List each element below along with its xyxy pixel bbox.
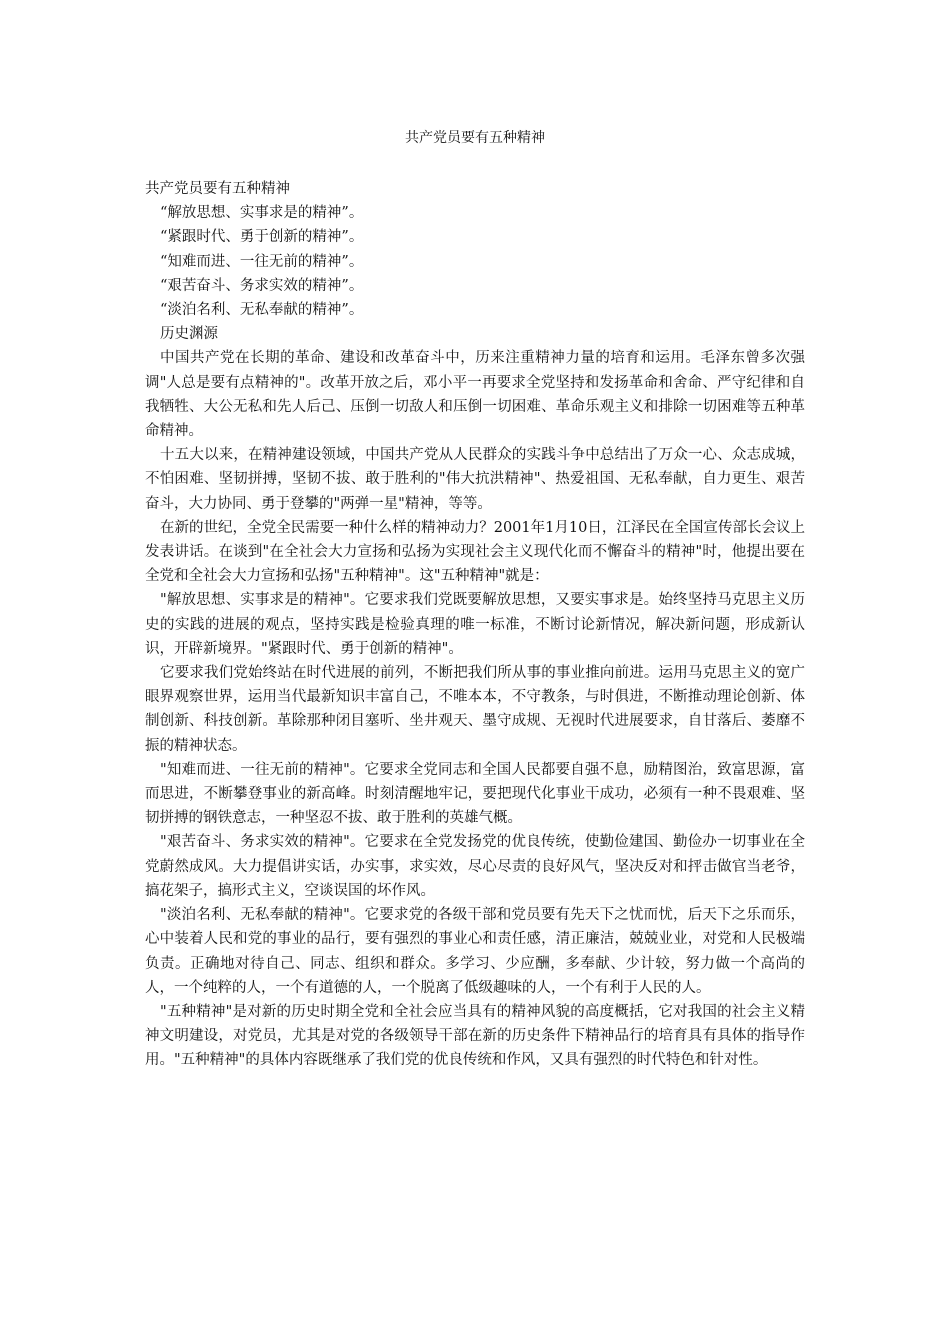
body-paragraph: 它要求我们党始终站在时代进展的前列，不断把我们所从事的事业推向前进。运用马克思主义的宽广眼界观察世界，运用当代最新知识丰富自己，不唯本本，不守教条，与时俱进，不断推动理论创新、体制创新、科技创新。革除那种闭目塞听、坐井观天、墨守成规、无视时代进展要求，自甘落后、萎靡不振的精神状态。 — [145, 665, 805, 754]
body-paragraph: "淡泊名利、无私奉献的精神"。它要求党的各级干部和党员要有先天下之忧而忧，后天下之乐而乐，心中装着人民和党的事业的品行，要有强烈的事业心和责任感，清正廉洁，兢兢业业，对党和人民极端负责。正确地对待自己、同志、组织和群众。多学习、少应酬，多奉献、少计较，努力做一个高尚的人，一个纯粹的人，一个有道德的人，一个脱离了低级趣味的人，一个有利于人民的人。 — [145, 907, 805, 996]
body-paragraph: 中国共产党在长期的革命、建设和改革奋斗中，历来注重精神力量的培育和运用。毛泽东曾多次强调"人总是要有点精神的"。改革开放之后，邓小平一再要求全党坚持和发扬革命和舍命、严守纪律和自我牺牲、大公无私和先人后己、压倒一切敌人和压倒一切困难、革命乐观主义和排除一切困难等五种革命精神。 — [145, 350, 805, 440]
body-paragraph: "解放思想、实事求是的精神"。它要求我们党既要解放思想，又要实事求是。始终坚持马克思主义历史的实践的进展的观点，坚持实践是检验真理的唯一标准，不断讨论新情况，解决新问题，形成新认识，开辟新境界。"紧跟时代、勇于创新的精神"。 — [145, 592, 805, 657]
spirit-item: “紧跟时代、勇于创新的精神”。 — [160, 229, 364, 246]
spirit-item: “淡泊名利、无私奉献的精神”。 — [160, 302, 364, 319]
spirit-item: “知难而进、一往无前的精神”。 — [160, 253, 364, 270]
section-title: 历史渊源 — [160, 326, 218, 343]
spirit-item: “艰苦奋斗、务求实效的精神”。 — [160, 277, 364, 294]
body-paragraph: "艰苦奋斗、务求实效的精神"。它要求在全党发扬党的优良传统，使勤俭建国、勤俭办一切事业在全党蔚然成风。大力提倡讲实话，办实事，求实效，尽心尽责的良好风气，坚决反对和抨击做官当老爷，搞花架子，搞形式主义，空谈误国的坏作风。 — [145, 834, 805, 899]
body-paragraph: 十五大以来，在精神建设领域，中国共产党从人民群众的实践斗争中总结出了万众一心、众志成城，不怕困难、坚韧拼搏，坚韧不拔、敢于胜利的"伟大抗洪精神"、热爱祖国、无私奉献，自力更生、艰苦奋斗，大力协同、勇于登攀的"两弹一星"精神，等等。 — [145, 447, 805, 512]
document-heading: 共产党员要有五种精神 — [145, 181, 290, 197]
document-body — [145, 177, 805, 1073]
body-paragraph: "知难而进、一往无前的精神"。它要求全党同志和全国人民都要自强不息，励精图治，致富思源，富而思进，不断攀登事业的新高峰。时刻清醒地牢记，要把现代化事业干成功，必须有一种不畏艰难、坚韧拼搏的钢铁意志，一种坚忍不拔、敢于胜利的英雄气概。 — [145, 761, 805, 827]
spirit-item: “解放思想、实事求是的精神”。 — [160, 205, 364, 222]
body-paragraph: "五种精神"是对新的历史时期全党和全社会应当具有的精神风貌的高度概括，它对我国的社会主义精神文明建设，对党员，尤其是对党的各级领导干部在新的历史条件下精神品行的培育具有具体的指导作用。"五种精神"的具体内容既继承了我们党的优良传统和作风，又具有强烈的时代特色和针对性。 — [145, 1003, 805, 1069]
body-paragraph: 在新的世纪，全党全民需要一种什么样的精神动力？2001年1月10日，江泽民在全国宣传部长会议上发表讲话。在谈到"在全社会大力宣扬和弘扬为实现社会主义现代化而不懈奋斗的精神"时，他提出要在全党和全社会大力宣扬和弘扬"五种精神"。这"五种精神"就是： — [145, 519, 805, 585]
document-title: 共产党员要有五种精神 — [405, 130, 545, 146]
